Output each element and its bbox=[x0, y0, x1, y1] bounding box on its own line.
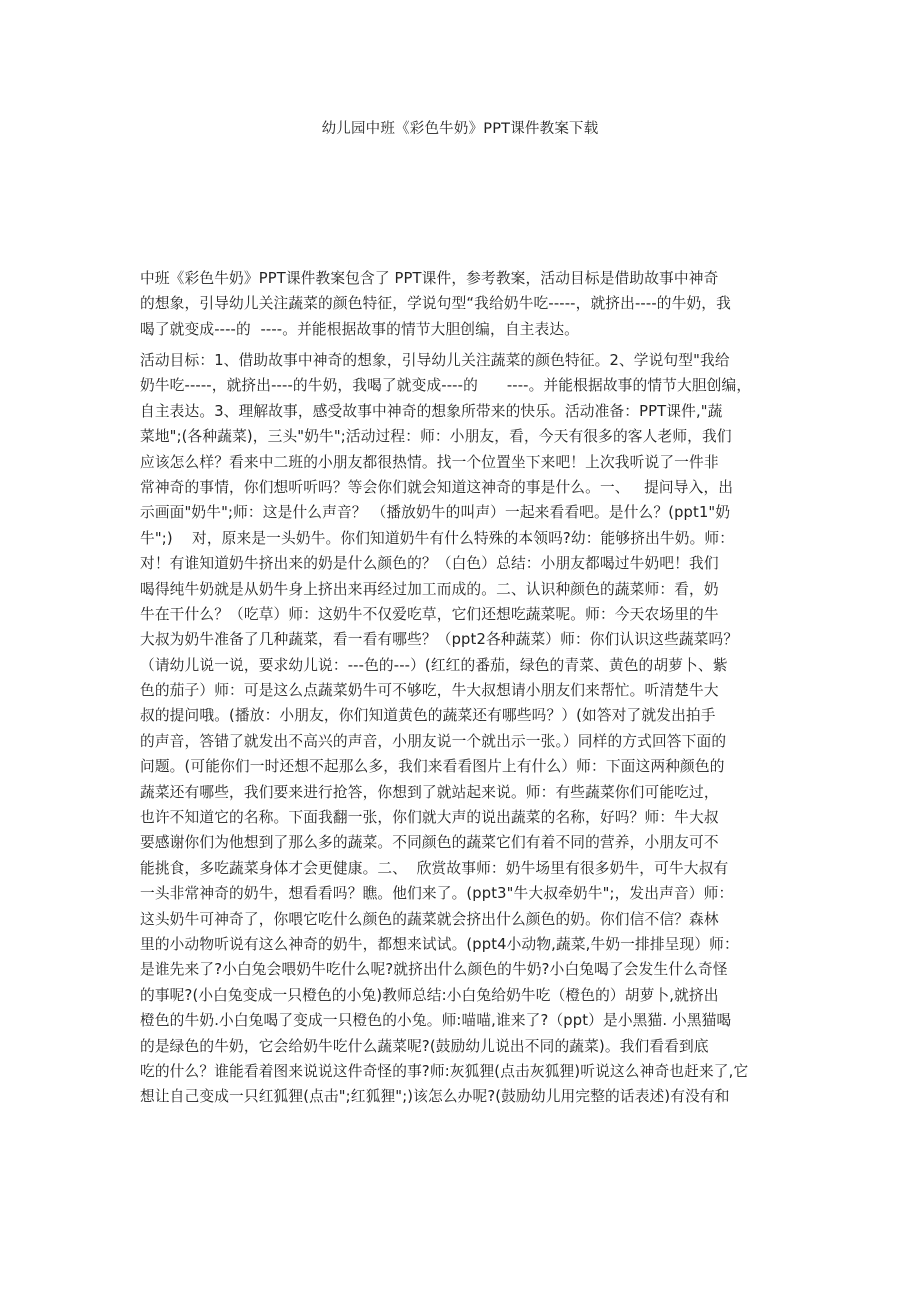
text-line: 这头奶牛可神奇了，你喂它吃什么颜色的蔬菜就会挤出什么颜色的奶。你们信不信？森林 bbox=[140, 910, 719, 928]
text-line: 的事呢?(小白兔变成一只橙色的小兔)教师总结:小白兔给奶牛吃（橙色的）胡萝卜,就挤出 bbox=[140, 986, 719, 1004]
text-line: 喝了就变成----的 ----。并能根据故事的情节大胆创编，自主表达。 bbox=[140, 320, 580, 338]
text-line: 对！有谁知道奶牛挤出来的奶是什么颜色的？（白色）总结：小朋友都喝过牛奶吧！我们 bbox=[140, 555, 719, 573]
text-line: 喝得纯牛奶就是从奶牛身上挤出来再经过加工而成的。二、认识种颜色的蔬菜师：看，奶 bbox=[140, 580, 719, 598]
text-line: 吃的什么？谁能看着图来说说这件奇怪的事?师:灰狐狸(点击灰狐狸)听说这么神奇也赶来了,它 bbox=[140, 1062, 749, 1080]
text-line: 示画面"奶牛";师：这是什么声音？ （播放奶牛的叫声）一起来看看吧。是什么？(ppt1"奶 bbox=[140, 504, 731, 522]
document-title: 幼儿园中班《彩色牛奶》PPT课件教案下载 bbox=[321, 121, 599, 137]
text-line: 大叔为奶牛准备了几种蔬菜，看一看有哪些？（ppt2各种蔬菜）师：你们认识这些蔬菜吗？ bbox=[140, 631, 739, 649]
text-line: 奶牛吃-----，就挤出----的牛奶，我喝了就变成----的 ----。并能根据故事的情节大胆创编， bbox=[140, 377, 752, 395]
activity-paragraph bbox=[140, 348, 790, 1110]
text-line: 色的茄子）师：可是这么点蔬菜奶牛可不够吃，牛大叔想请小朋友们来帮忙。听清楚牛大 bbox=[140, 682, 719, 700]
text-line: 的是绿色的牛奶，它会给奶牛吃什么蔬菜呢?(鼓励幼儿说出不同的蔬菜)。我们看看到底 bbox=[140, 1037, 709, 1055]
text-line: 牛在干什么？（吃草）师：这奶牛不仅爱吃草，它们还想吃蔬菜呢。师：今天农场里的牛 bbox=[140, 605, 719, 623]
text-line: 的声音，答错了就发出不高兴的声音，小朋友说一个就出示一张。）同样的方式回答下面的 bbox=[140, 732, 727, 750]
text-line: （请幼儿说一说，要求幼儿说：---色的---）(红红的番茄，绿色的青菜、黄色的胡萝卜、紫 bbox=[140, 656, 728, 674]
text-line: 里的小动物听说有这么神奇的奶牛，都想来试试。(ppt4小动物,蔬菜,牛奶一排排呈现）师： bbox=[140, 935, 739, 953]
text-line: 常神奇的事情，你们想听听吗？等会你们就会知道这神奇的事是什么。一、 提问导入，出 bbox=[140, 478, 734, 496]
text-line: 牛";) 对，原来是一头奶牛。你们知道奶牛有什么特殊的本领吗?幼：能够挤出牛奶。师： bbox=[140, 529, 735, 547]
text-line: 中班《彩色牛奶》PPT课件教案包含了 PPT课件，参考教案，活动目标是借助故事中神奇 bbox=[140, 270, 719, 287]
text-line: 蔬菜还有哪些，我们要来进行抢答，你想到了就站起来说。师：有些蔬菜你们可能吃过， bbox=[140, 783, 719, 801]
intro-paragraph bbox=[140, 266, 790, 342]
text-line: 橙色的牛奶.小白兔喝了变成一只橙色的小兔。师:喵喵,谁来了?（ppt）是小黑猫. 小黑猫喝 bbox=[140, 1012, 732, 1030]
text-line: 自主表达。3、理解故事，感受故事中神奇的想象所带来的快乐。活动准备：PPT课件,"蔬 bbox=[140, 402, 723, 420]
text-line: 应该怎么样？看来中二班的小朋友都很热情。找一个位置坐下来吧！上次我听说了一件非 bbox=[140, 453, 719, 471]
text-line: 能挑食，多吃蔬菜身体才会更健康。二、 欣赏故事师：奶牛场里有很多奶牛，可牛大叔有 bbox=[140, 859, 729, 877]
text-line: 的想象，引导幼儿关注蔬菜的颜色特征，学说句型“我给奶牛吃-----，就挤出----的牛奶，我 bbox=[140, 295, 731, 313]
text-line: 菜地";(各种蔬菜)，三头"奶牛";活动过程：师：小朋友，看，今天有很多的客人老师，我们 bbox=[140, 428, 732, 446]
text-line: 想让自己变成一只红狐狸(点击";红狐狸";)该怎么办呢?(鼓励幼儿用完整的话表述)有没有和 bbox=[140, 1088, 730, 1106]
text-line: 要感谢你们为他想到了那么多的蔬菜。不同颜色的蔬菜它们有着不同的营养，小朋友可不 bbox=[140, 834, 719, 852]
text-line: 一头非常神奇的奶牛，想看看吗？瞧。他们来了。(ppt3"牛大叔牵奶牛";，发出声音）师： bbox=[140, 885, 734, 903]
text-line: 也许不知道它的名称。下面我翻一张，你们就大声的说出蔬菜的名称，好吗？师：牛大叔 bbox=[140, 809, 719, 827]
text-line: 问题。(可能你们一时还想不起那么多，我们来看看图片上有什么）师：下面这两种颜色的 bbox=[140, 758, 725, 776]
text-line: 是谁先来了?小白兔会喂奶牛吃什么呢?就挤出什么颜色的牛奶?小白兔喝了会发生什么奇怪 bbox=[140, 961, 728, 979]
text-line: 叔的提问哦。(播放：小朋友，你们知道黄色的蔬菜还有哪些吗？）(如答对了就发出拍手 bbox=[140, 707, 716, 725]
text-line: 活动目标：1、借助故事中神奇的想象，引导幼儿关注蔬菜的颜色特征。2、学说句型"我给 bbox=[140, 352, 730, 369]
